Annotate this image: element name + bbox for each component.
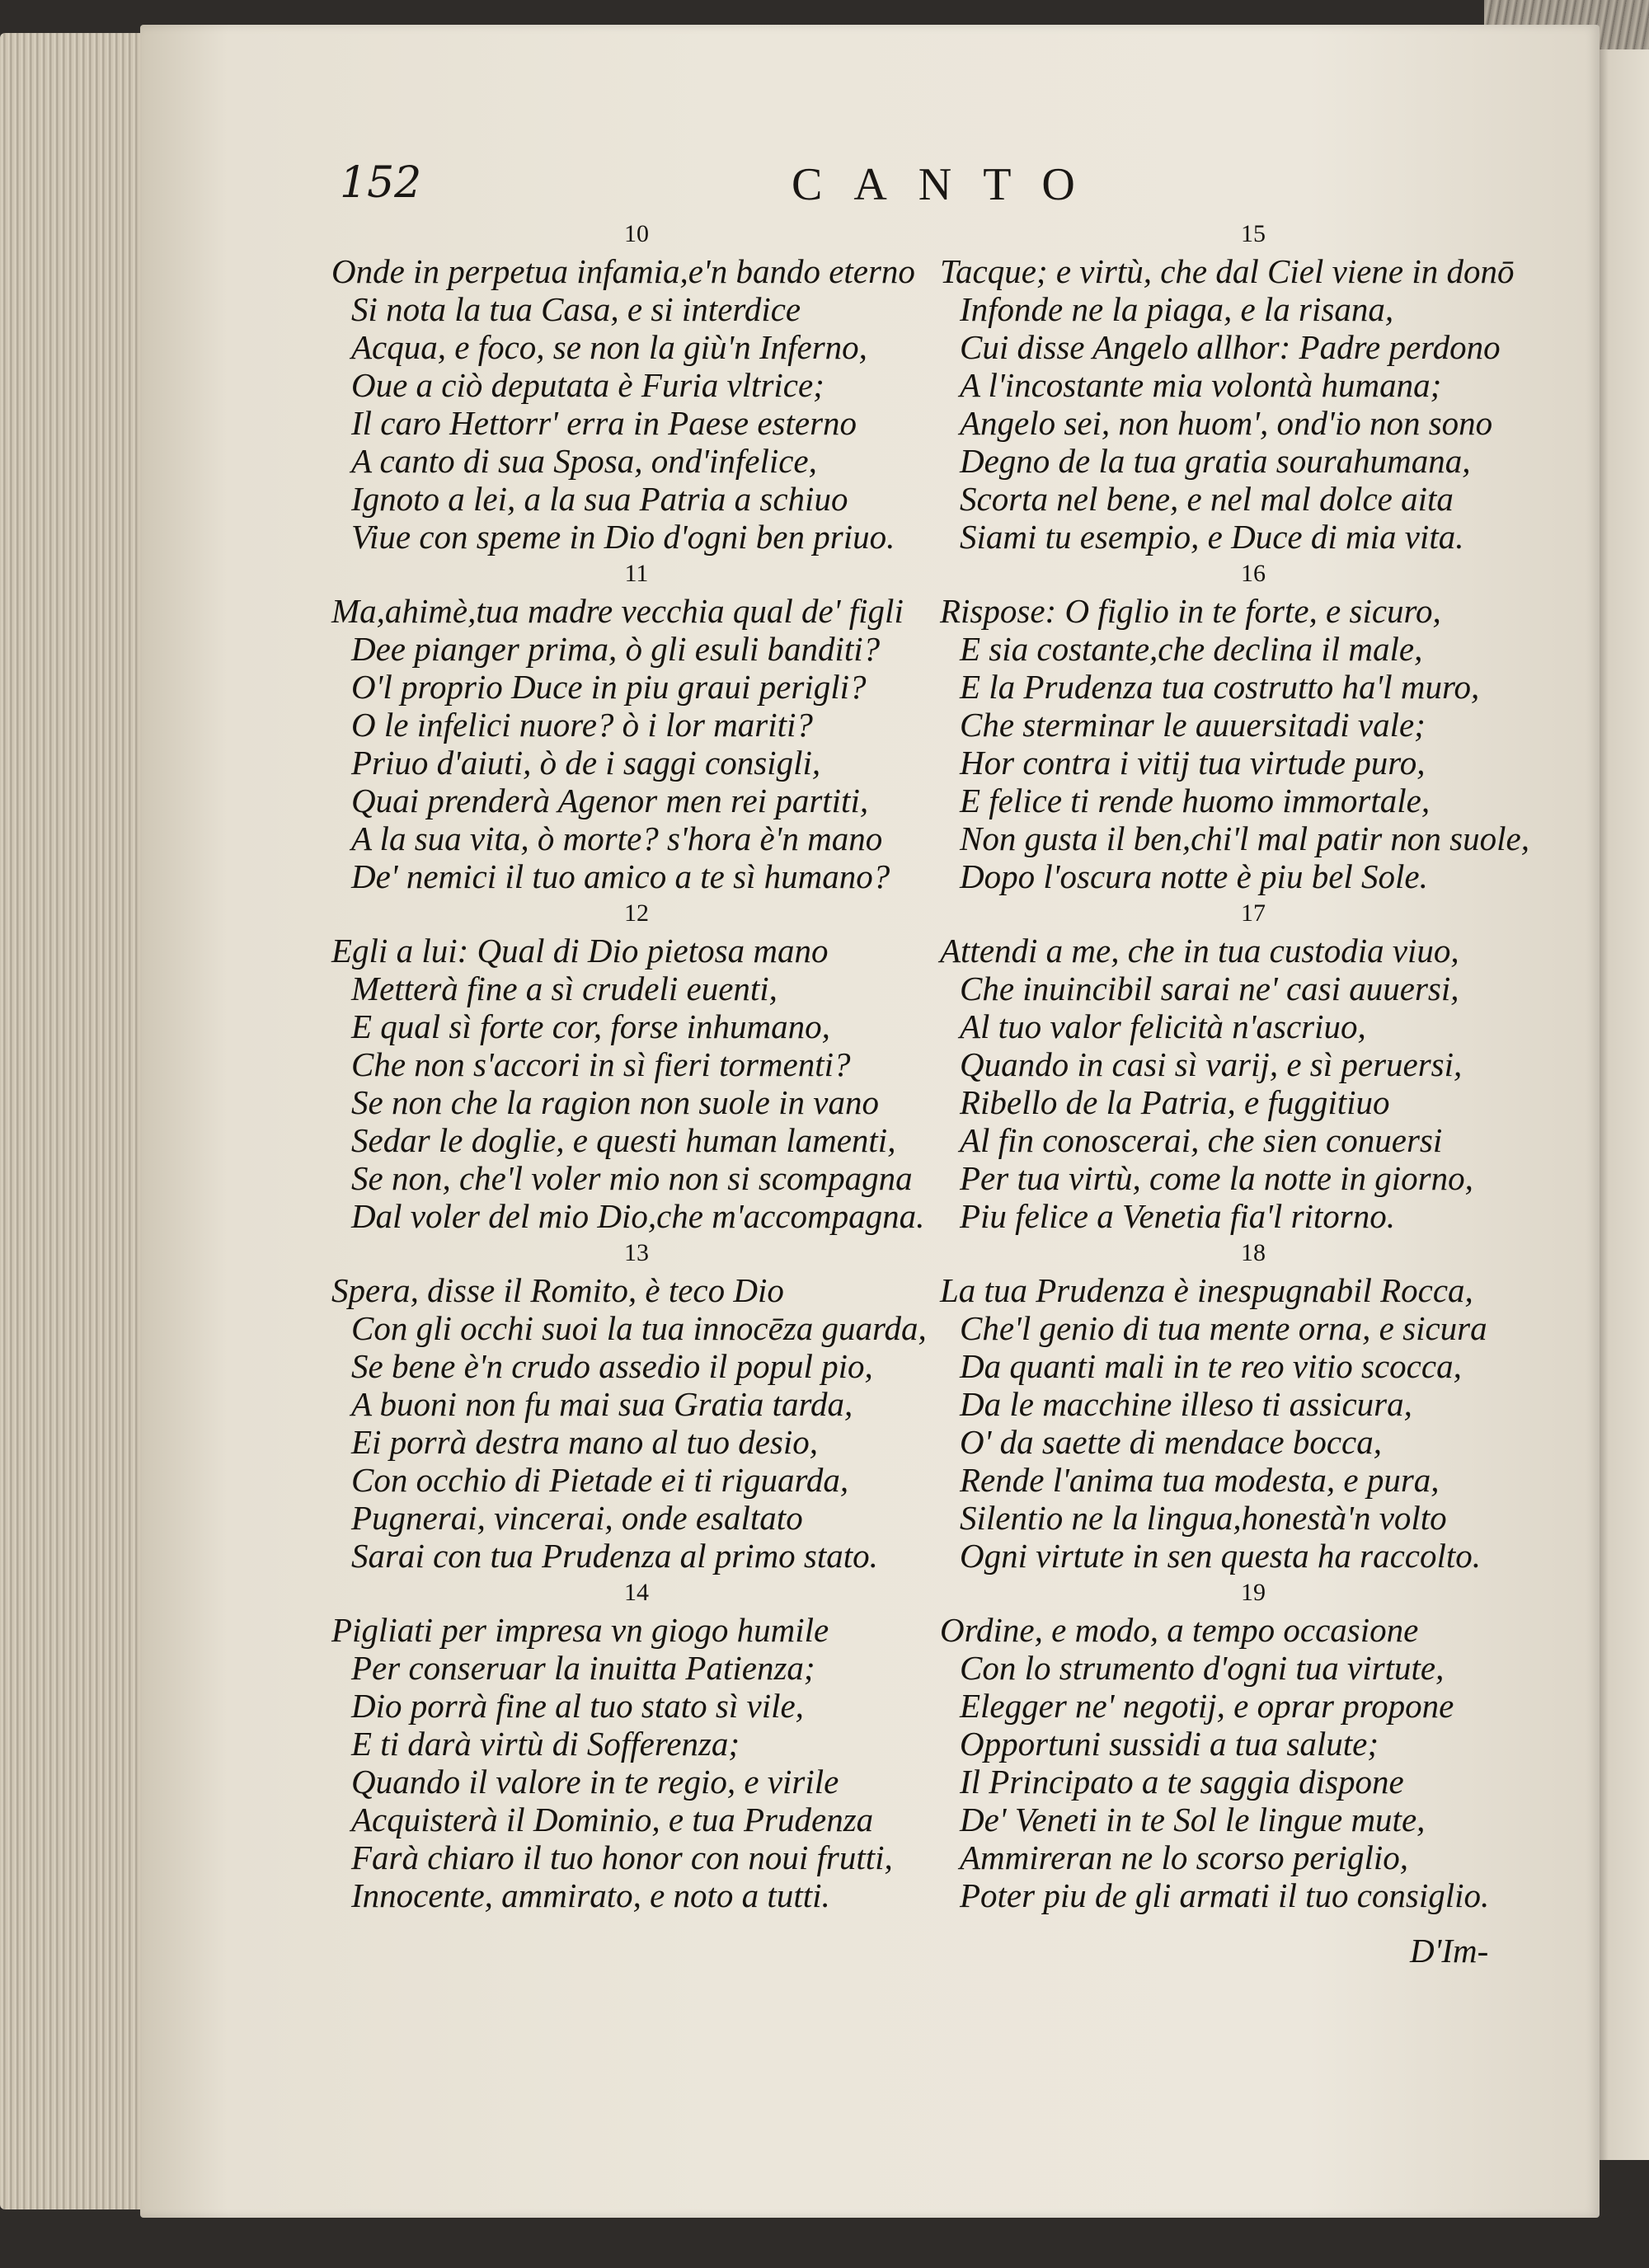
verse-line: A la sua vita, ò morte? s'hora è'n mano [351, 819, 883, 857]
verse-line: Farà chiaro il tuo honor con noui frutti, [351, 1838, 893, 1876]
verse-line: Con gli occhi suoi la tua innocēza guarda, [351, 1309, 927, 1347]
verse-line: Hor contra i vitij tua virtude puro, [960, 744, 1426, 782]
verse-line: Scorta nel bene, e nel mal dolce aita [960, 480, 1454, 518]
verse-line: Infonde ne la piaga, e la risana, [960, 290, 1394, 328]
page-header [0, 158, 1649, 216]
verse-line: Si nota la tua Casa, e si interdice [351, 290, 801, 328]
verse-line: E sia costante,che declina il male, [960, 630, 1423, 668]
verse-line: A buoni non fu mai sua Gratia tarda, [351, 1385, 853, 1423]
verse-line: De' nemici il tuo amico a te sì humano? [351, 857, 890, 895]
facing-page-edge [1591, 49, 1649, 2160]
stanza-number: 19 [1241, 1579, 1266, 1606]
verse-line: Ribello de la Patria, e fuggitiuo [960, 1083, 1390, 1121]
book-page-edges [0, 33, 157, 2209]
verse-line: Quai prenderà Agenor men rei partiti, [351, 782, 869, 819]
verse-line: Oue a ciò deputata è Furia vltrice; [351, 366, 824, 404]
stanza-number: 17 [1241, 899, 1266, 927]
stanza-number: 11 [624, 560, 649, 587]
running-head: CANTO [792, 159, 1106, 210]
verse-line: Cui disse Angelo allhor: Padre perdono [960, 328, 1501, 366]
verse-line: E ti darà virtù di Sofferenza; [351, 1725, 740, 1763]
verse-line: Ignoto a lei, a la sua Patria a schiuo [351, 480, 848, 518]
verse-line: Pugnerai, vincerai, onde esaltato [351, 1499, 803, 1537]
verse-line: Ordine, e modo, a tempo occasione [940, 1611, 1419, 1649]
verse-line: Dee pianger prima, ò gli esuli banditi? [351, 630, 881, 668]
stanza [940, 895, 1567, 1235]
verse-line: Rispose: O figlio in te forte, e sicuro, [940, 592, 1441, 630]
verse-line: E qual sì forte cor, forse inhumano, [351, 1007, 830, 1045]
verse-line: Poter piu de gli armati il tuo consiglio. [960, 1876, 1490, 1914]
verse-line: Non gusta il ben,chi'l mal patir non suole, [960, 819, 1529, 857]
verse-line: Degno de la tua gratia sourahumana, [960, 442, 1471, 480]
verse-line: Se non che la ragion non suole in vano [351, 1083, 879, 1121]
verse-line: E la Prudenza tua costrutto ha'l muro, [960, 668, 1480, 706]
stanza [331, 556, 942, 895]
verse-line: O'l proprio Duce in piu graui perigli? [351, 668, 867, 706]
verse-line: Acqua, e foco, se non la giù'n Inferno, [351, 328, 867, 366]
verse-line: A l'incostante mia volontà humana; [960, 366, 1442, 404]
stanza-number: 13 [624, 1239, 649, 1266]
verse-line: O' da saette di mendace bocca, [960, 1423, 1382, 1461]
verse-line: Siami tu esempio, e Duce di mia vita. [960, 518, 1464, 556]
stanza-number: 14 [624, 1579, 649, 1606]
verse-line: Tacque; e virtù, che dal Ciel viene in donō [940, 252, 1515, 290]
stanza [331, 1235, 942, 1575]
verse-line: Quando in casi sì varij, e sì peruersi, [960, 1045, 1463, 1083]
stanza [940, 556, 1567, 895]
verse-line: Se bene è'n crudo assedio il popul pio, [351, 1347, 873, 1385]
stanza [940, 216, 1567, 556]
verse-line: Innocente, ammirato, e noto a tutti. [351, 1876, 830, 1914]
verse-line: Elegger ne' negotij, e oprar propone [960, 1687, 1454, 1725]
verse-line: Per tua virtù, come la notte in giorno, [960, 1159, 1473, 1197]
verse-line: Che non s'accori in sì fieri tormenti? [351, 1045, 851, 1083]
stanza-number: 16 [1241, 560, 1266, 587]
verse-line: Sarai con tua Prudenza al primo stato. [351, 1537, 878, 1575]
verse-line: Dopo l'oscura notte è piu bel Sole. [960, 857, 1428, 895]
stanza [331, 1575, 942, 1914]
verse-line: Dio porrà fine al tuo stato sì vile, [351, 1687, 804, 1725]
verse-line: Da quanti mali in te reo vitio scocca, [960, 1347, 1462, 1385]
verse-line: E felice ti rende huomo immortale, [960, 782, 1431, 819]
verse-line: Che inuincibil sarai ne' casi auuersi, [960, 970, 1459, 1007]
verse-line: De' Veneti in te Sol le lingue mute, [960, 1801, 1426, 1838]
verse-line: Che sterminar le auuersitadi vale; [960, 706, 1426, 744]
stanza [331, 895, 942, 1235]
verse-line: Sedar le doglie, e questi human lamenti, [351, 1121, 896, 1159]
verse-line: Al tuo valor felicità n'ascriuo, [960, 1007, 1366, 1045]
verse-line: Il caro Hettorr' erra in Paese esterno [351, 404, 857, 442]
verse-line: O le infelici nuore? ò i lor mariti? [351, 706, 813, 744]
verse-line: Per conseruar la inuitta Patienza; [351, 1649, 815, 1687]
stanza [940, 1575, 1567, 1914]
catchword: D'Im- [1410, 1932, 1489, 1970]
verse-line: Rende l'anima tua modesta, e pura, [960, 1461, 1440, 1499]
verse-line: Attendi a me, che in tua custodia viuo, [940, 932, 1459, 970]
stanza-number: 18 [1241, 1239, 1266, 1266]
verse-line: Con lo strumento d'ogni tua virtute, [960, 1649, 1445, 1687]
verse-line: Priuo d'aiuti, ò de i saggi consigli, [351, 744, 821, 782]
verse-line: Pigliati per impresa vn giogo humile [331, 1611, 829, 1649]
verse-line: Viue con speme in Dio d'ogni ben priuo. [351, 518, 895, 556]
page-number: 152 [340, 158, 422, 208]
verse-line: Con occhio di Pietade ei ti riguarda, [351, 1461, 849, 1499]
verse-line: Silentio ne la lingua,honestà'n volto [960, 1499, 1447, 1537]
verse-line: Se non, che'l voler mio non si scompagna [351, 1159, 913, 1197]
verse-line: Metterà fine a sì crudeli euenti, [351, 970, 778, 1007]
verse-line: Al fin conoscerai, che sien conuersi [960, 1121, 1443, 1159]
verse-line: Angelo sei, non huom', ond'io non sono [960, 404, 1493, 442]
verse-line: Ma,ahimè,tua madre vecchia qual de' figli [331, 592, 904, 630]
verse-line: Quando il valore in te regio, e virile [351, 1763, 839, 1801]
stanza [940, 1235, 1567, 1575]
verse-line: Opportuni sussidi a tua salute; [960, 1725, 1379, 1763]
right-column [940, 216, 1567, 1914]
verse-line: Ammireran ne lo scorso periglio, [960, 1838, 1408, 1876]
stanza [331, 216, 942, 556]
verse-line: A canto di sua Sposa, ond'infelice, [351, 442, 817, 480]
stanza-number: 10 [624, 220, 649, 247]
verse-line: Spera, disse il Romito, è teco Dio [331, 1271, 784, 1309]
verse-line: Ogni virtute in sen questa ha raccolto. [960, 1537, 1481, 1575]
verse-line: Acquisterà il Dominio, e tua Prudenza [351, 1801, 874, 1838]
verse-line: Ei porrà destra mano al tuo desio, [351, 1423, 819, 1461]
verse-line: Piu felice a Venetia fia'l ritorno. [960, 1197, 1396, 1235]
verse-line: Dal voler del mio Dio,che m'accompagna. [351, 1197, 925, 1235]
verse-line: Che'l genio di tua mente orna, e sicura [960, 1309, 1487, 1347]
verse-line: La tua Prudenza è inespugnabil Rocca, [940, 1271, 1473, 1309]
left-column [331, 216, 942, 1914]
verse-line: Egli a lui: Qual di Dio pietosa mano [331, 932, 829, 970]
verse-line: Onde in perpetua infamia,e'n bando eterno [331, 252, 915, 290]
stanza-number: 12 [624, 899, 649, 927]
verse-line: Il Principato a te saggia dispone [960, 1763, 1404, 1801]
stanza-number: 15 [1241, 220, 1266, 247]
verse-line: Da le macchine illeso ti assicura, [960, 1385, 1412, 1423]
